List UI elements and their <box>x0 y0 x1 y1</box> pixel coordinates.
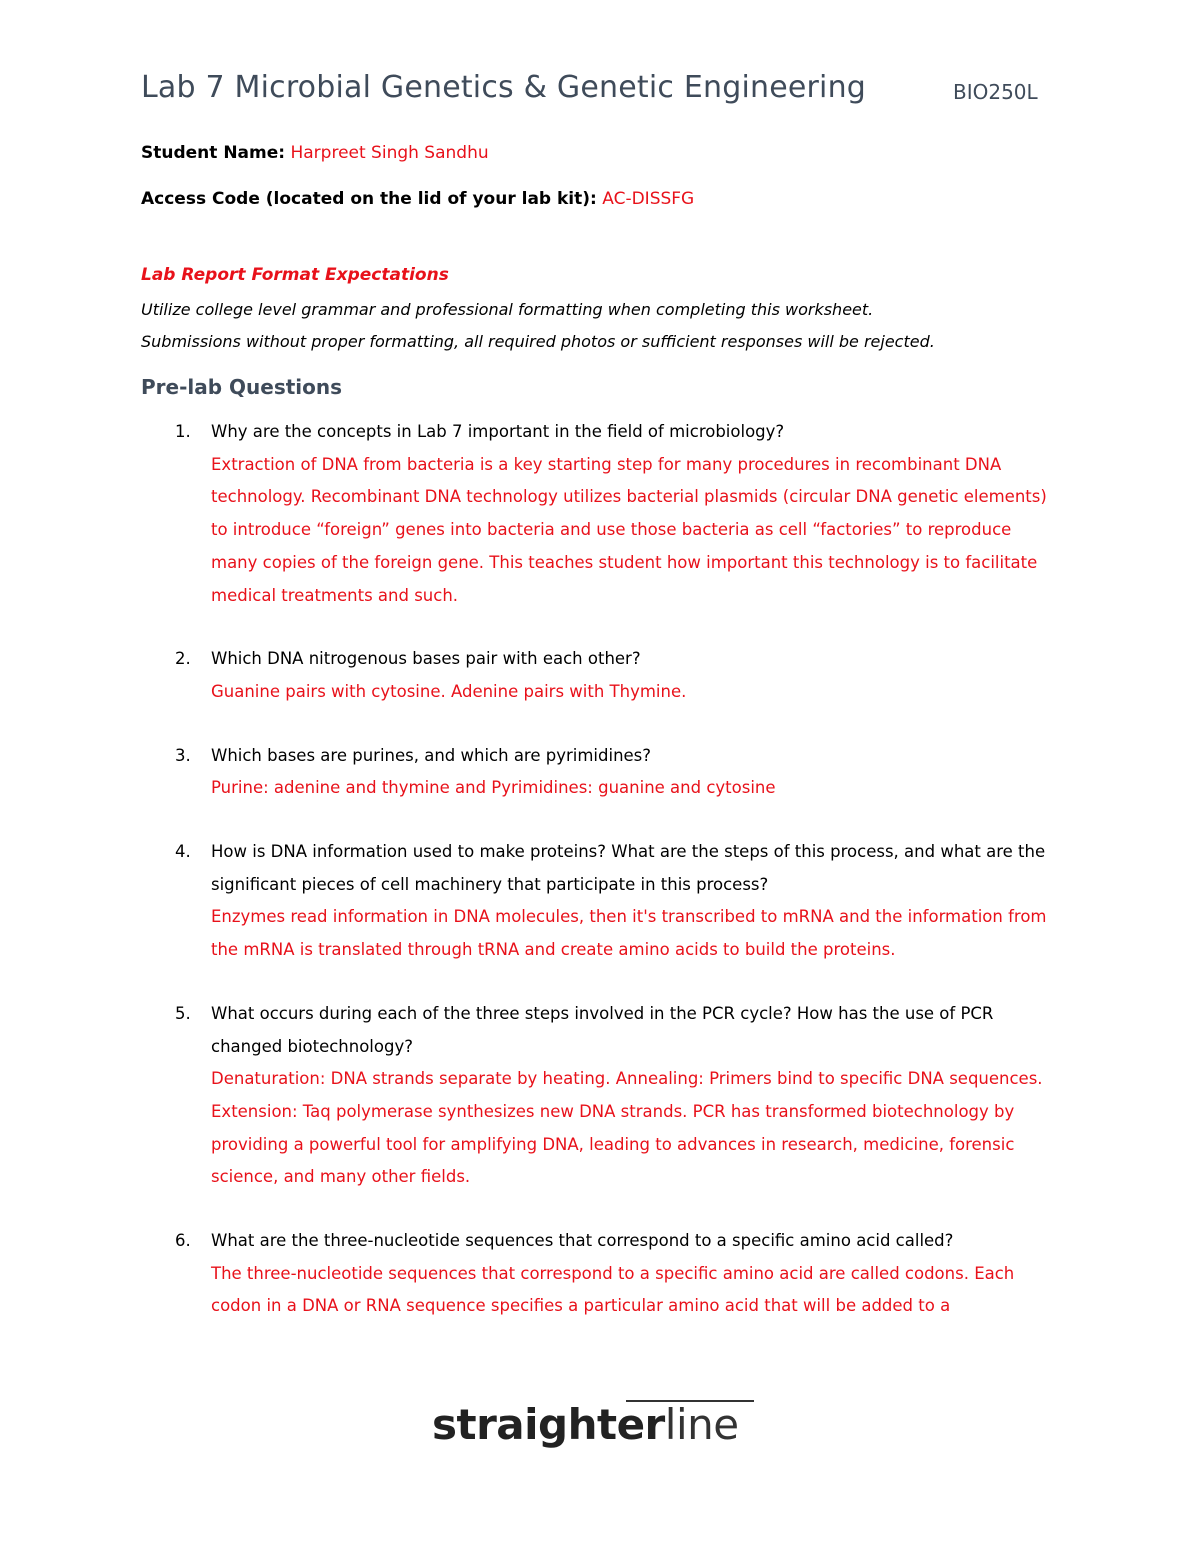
question-text: Which DNA nitrogenous bases pair with each other? <box>211 649 641 669</box>
question-number: 6. <box>175 1231 191 1251</box>
format-expectations-line-1: Utilize college level grammar and professional formatting when completing this worksheet. <box>141 300 874 319</box>
logo-light-part: line <box>664 1400 739 1449</box>
format-expectations-heading: Lab Report Format Expectations <box>141 265 449 285</box>
question-item <box>141 836 1061 967</box>
question-item <box>141 998 1061 1194</box>
question-text: Which bases are purines, and which are pyrimidines? <box>211 745 652 765</box>
question-text: What occurs during each of the three steps involved in the PCR cycle? How has the use of PCR changed biotechnology? <box>211 1003 994 1056</box>
prelab-question-list <box>141 416 1061 1354</box>
question-item <box>141 740 1061 805</box>
question-text: Why are the concepts in Lab 7 important in the field of microbiology? <box>211 422 785 441</box>
question-text: What are the three-nucleotide sequences that correspond to a specific amino acid called? <box>211 1231 954 1251</box>
student-name-line <box>141 143 489 163</box>
question-number: 1. <box>175 422 191 441</box>
student-name-label: Student Name: <box>141 143 286 163</box>
question-item <box>141 643 1061 708</box>
question-text: How is DNA information used to make proteins? What are the steps of this process, and what are the significant pieces of cell machinery that participate in this process? <box>211 842 1046 894</box>
access-code-value: AC-DISSFG <box>602 189 695 209</box>
straighterline-logo <box>432 1400 762 1460</box>
course-code: BIO250L <box>953 80 1038 104</box>
answer-text: Enzymes read information in DNA molecules, then it's transcribed to mRNA and the information from the mRNA is translated through tRNA and create amino acids to build the proteins. <box>211 907 1047 960</box>
answer-text: Purine: adenine and thymine and Pyrimidines: guanine and cytosine <box>211 778 776 798</box>
question-item <box>141 416 1061 612</box>
access-code-line <box>141 189 694 209</box>
title-row <box>141 70 1061 114</box>
answer-text: The three-nucleotide sequences that correspond to a specific amino acid are called codons. Each codon in a DNA or RNA sequence specifies a particular amino acid that will be added to a <box>211 1263 1015 1316</box>
question-number: 4. <box>175 842 191 862</box>
question-number: 5. <box>175 1003 191 1023</box>
answer-text: Denaturation: DNA strands separate by heating. Annealing: Primers bind to specific DNA sequences. Extension: Taq polymerase synthesizes new DNA strands. PCR has transformed biotechnology by providing a powerful tool for amplifying DNA, leading to advances in research, medicine, forensic science, and many other fields. <box>211 1069 1043 1187</box>
prelab-heading: Pre-lab Questions <box>141 375 343 399</box>
answer-text: Extraction of DNA from bacteria is a key starting step for many procedures in recombinant DNA technology. Recombinant DNA technology utilizes bacterial plasmids (circular DNA genetic elements) to introduce “foreign” genes into bacteria and use those bacteria as cell “factories” to reproduce many copies of the foreign gene. This teaches student how important this technology is to facilitate medical treatments and such. <box>211 454 1047 605</box>
document-title: Lab 7 Microbial Genetics & Genetic Engineering <box>141 70 867 105</box>
format-expectations-line-2: Submissions without proper formatting, all required photos or sufficient responses will be rejected. <box>141 332 935 351</box>
logo-bold-part: straighter <box>432 1400 665 1449</box>
logo-wordmark <box>432 1400 739 1449</box>
access-code-label: Access Code (located on the lid of your lab kit): <box>141 189 597 209</box>
answer-text: Guanine pairs with cytosine. Adenine pairs with Thymine. <box>211 681 687 701</box>
question-item <box>141 1225 1061 1323</box>
question-number: 2. <box>175 649 191 669</box>
student-name-value: Harpreet Singh Sandhu <box>290 143 489 163</box>
question-number: 3. <box>175 745 191 765</box>
